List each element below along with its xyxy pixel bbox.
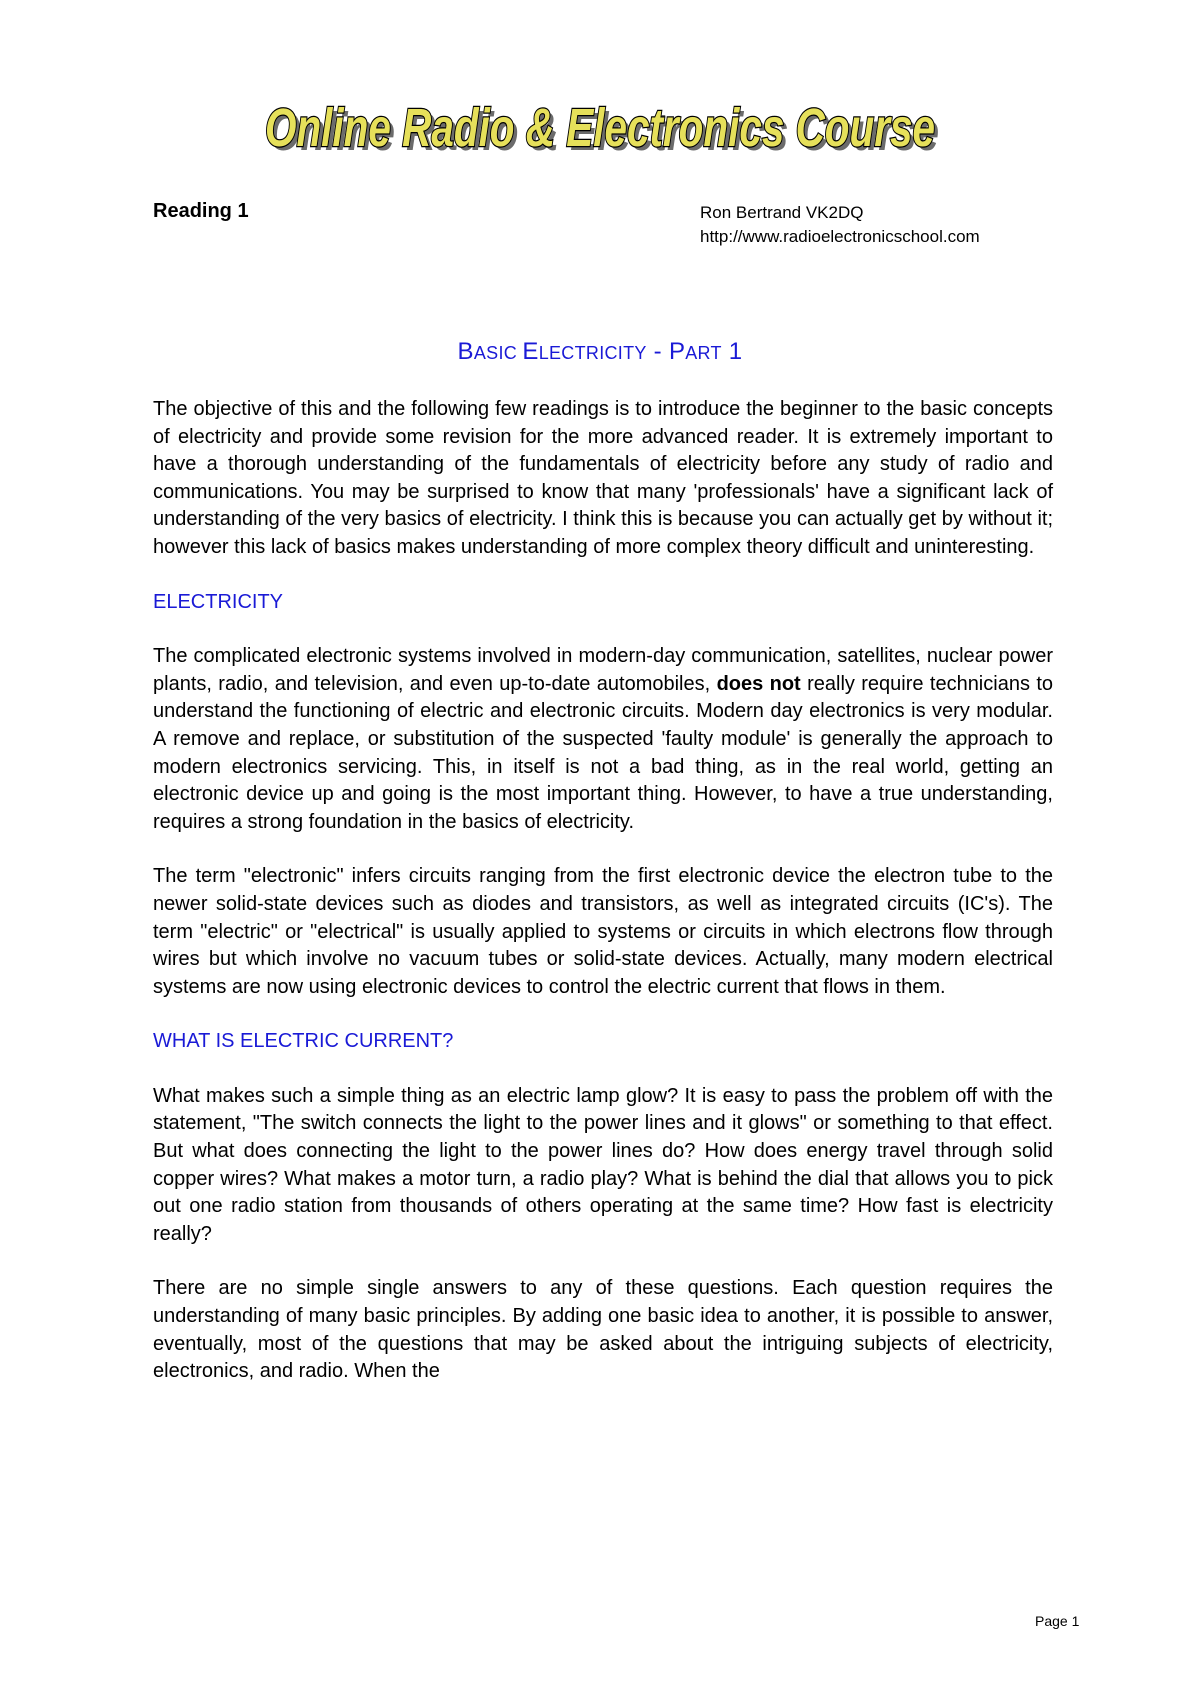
reading-label: Reading 1 bbox=[153, 200, 249, 222]
reading-body bbox=[153, 396, 1053, 1386]
electricity-paragraph-1: The complicated electronic systems involved in modern-day communication, satellites, nuclear power plants, radio, and television, and even up-to-date automobiles, does not really require technicians to understand the functioning of electric and electronic circuits. Modern day electronics is very modular. A remove and replace, or substitution of the suspected 'faulty module' is generally the approach to modern electronics servicing. This, in itself is not a bad thing, as in the real world, getting an electronic device up and going is the most important thing. However, to have a true understanding, requires a strong foundation in the basics of electricity. bbox=[153, 645, 1053, 833]
course-banner bbox=[255, 88, 945, 162]
heading-electric-current: WHAT IS ELECTRIC CURRENT? bbox=[153, 1030, 454, 1053]
heading-electricity: ELECTRICITY bbox=[153, 590, 284, 613]
emphasis-does-not: does not bbox=[716, 672, 801, 695]
banner-title: Online Radio & Electronics Course bbox=[265, 98, 935, 158]
electricity-paragraph-2: The term "electronic" infers circuits ranging from the first electronic device the electron tube to the newer solid-state devices such as diodes and transistors, as well as integrated circuits (IC's). The term "electric" or "electrical" is usually applied to systems or circuits in which electrons flow through wires but which involve no vacuum tubes or solid-state devices. Actually, many modern electrical systems are now using electronic devices to control the electric current that flows in them. bbox=[153, 865, 1053, 998]
course-banner-logo bbox=[255, 88, 945, 162]
author-name: Ron Bertrand VK2DQ bbox=[700, 203, 864, 222]
author-block bbox=[700, 201, 980, 249]
intro-paragraph: The objective of this and the following few readings is to introduce the beginner to the basic concepts of electricity and provide some revision for the more advanced reader. It is extremely important to have a thorough understanding of the fundamentals of electricity before any study of radio and communications. You may be surprised to know that many 'professionals' have a significant lack of understanding of the very basics of electricity. I think this is because you can actually get by without it; however this lack of basics makes understanding of more complex theory difficult and uninteresting. bbox=[153, 398, 1053, 558]
current-paragraph-1: What makes such a simple thing as an electric lamp glow? It is easy to pass the problem off with the statement, "The switch connects the light to the power lines and it glows" or something to that effect. But what does connecting the light to the power lines do? How does energy travel through solid copper wires? What makes a motor turn, a radio play? What is behind the dial that allows you to pick out one radio station from thousands of others operating at the same time? How fast is electricity really? bbox=[153, 1084, 1053, 1245]
banner-title-shadow: Online Radio & Electronics Course bbox=[269, 102, 939, 162]
section-title: BASIC ELECTRICITY - PART 1 bbox=[457, 338, 743, 365]
current-paragraph-2: There are no simple single answers to any of these questions. Each question requires the understanding of many basic principles. By adding one basic idea to another, it is possible to answer, eventually, most of the questions that may be asked about the intriguing subjects of electricity, electronics, and radio. When the bbox=[153, 1277, 1053, 1383]
reading-header bbox=[153, 200, 1053, 260]
author-url[interactable]: http://www.radioelectronicschool.com bbox=[700, 227, 980, 246]
page-number: Page 1 bbox=[1035, 1613, 1080, 1629]
